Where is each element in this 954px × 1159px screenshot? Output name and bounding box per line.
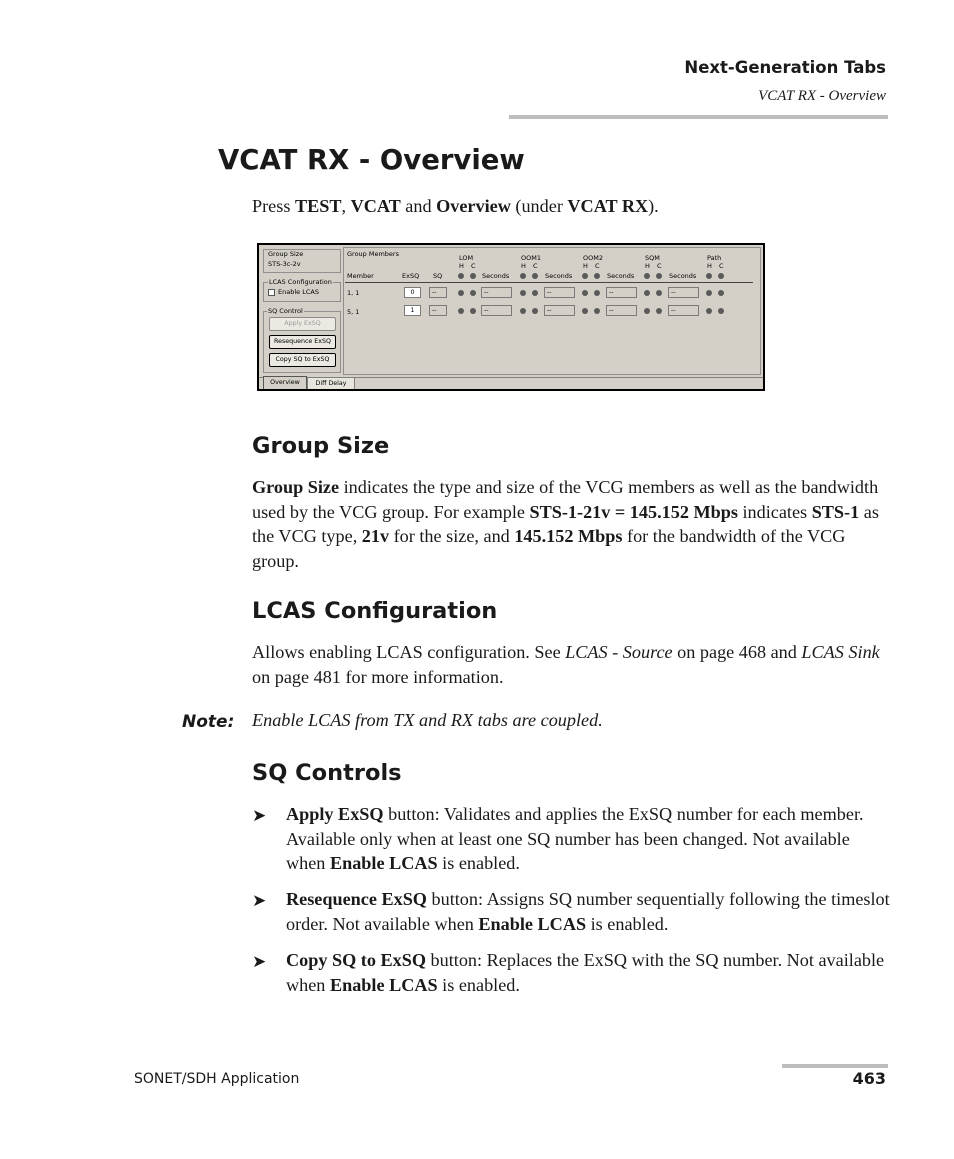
group-oom2: OOM2: [583, 254, 603, 262]
led: [532, 308, 538, 314]
row2-exsq-input[interactable]: 1: [404, 305, 421, 316]
col-seconds-oom2: Seconds: [607, 272, 635, 280]
enable-lcas-label: Enable LCAS: [278, 288, 319, 296]
group-size-paragraph: Group Size indicates the type and size of the VCG members as well as the bandwidth used by the VCG group. For example STS-1-21v = 145.152 Mbps indicates STS-1 as the VCG type, 21v for the size, and 145.152 Mbps for the bandwidth of the VCG group.: [252, 477, 879, 571]
led: [656, 308, 662, 314]
sq-control-label: SQ Control: [268, 307, 303, 315]
group-path: Path: [707, 254, 722, 262]
vcat-rx-screenshot: [257, 243, 765, 391]
bullet-apply-exsq: Apply ExSQ button: Validates and applies the ExSQ number for each member. Available only when at least one SQ number has been changed. Not available when Enable LCAS is enabled.: [286, 804, 864, 874]
led: [520, 290, 526, 296]
footer-rule: [782, 1064, 888, 1068]
header-led: [470, 273, 476, 279]
led: [582, 290, 588, 296]
col-member: Member: [347, 272, 374, 280]
bullet-arrow-icon: ➤: [252, 952, 267, 971]
header-led: [582, 273, 588, 279]
row1-member: 1, 1: [347, 289, 360, 297]
sq-controls-heading: SQ Controls: [252, 760, 402, 786]
group-lom: LOM: [459, 254, 474, 262]
led: [656, 290, 662, 296]
col-sq: SQ: [433, 272, 443, 280]
sqm-h: H: [645, 262, 650, 270]
oom2-c: C: [595, 262, 600, 270]
note-text: Enable LCAS from TX and RX tabs are coupled.: [252, 710, 603, 730]
col-seconds-oom1: Seconds: [545, 272, 573, 280]
header-led: [706, 273, 712, 279]
led: [718, 290, 724, 296]
header-led: [644, 273, 650, 279]
header-led: [594, 273, 600, 279]
col-exsq: ExSQ: [402, 272, 420, 280]
header-rule: [509, 115, 888, 119]
col-seconds-sqm: Seconds: [669, 272, 697, 280]
tab-diff-delay[interactable]: Diff Delay: [307, 377, 355, 390]
bullet-resequence-exsq: Resequence ExSQ button: Assigns SQ number sequentially following the timeslot order. Not available when Enable LCAS is enabled.: [286, 889, 890, 934]
header-led: [532, 273, 538, 279]
header-separator: [345, 282, 753, 283]
intro-paragraph: Press TEST, VCAT and Overview (under VCAT RX).: [252, 196, 659, 216]
lcas-sink-link[interactable]: LCAS Sink: [801, 642, 880, 662]
led: [582, 308, 588, 314]
header-led: [718, 273, 724, 279]
led: [718, 308, 724, 314]
running-header-section: VCAT RX - Overview: [758, 88, 886, 104]
row1-sqm-seconds: --: [668, 287, 699, 298]
col-seconds-lom: Seconds: [482, 272, 510, 280]
row1-exsq-input[interactable]: 0: [404, 287, 421, 298]
row2-oom1-seconds: --: [544, 305, 575, 316]
group-members-label: Group Members: [347, 250, 399, 258]
led: [470, 290, 476, 296]
apply-exsq-button[interactable]: Apply ExSQ: [269, 317, 336, 331]
lom-h: H: [459, 262, 464, 270]
led: [706, 308, 712, 314]
led: [458, 308, 464, 314]
led: [644, 308, 650, 314]
bullet-arrow-icon: ➤: [252, 891, 267, 910]
row2-lom-seconds: --: [481, 305, 512, 316]
led: [470, 308, 476, 314]
path-h: H: [707, 262, 712, 270]
enable-lcas-checkbox[interactable]: [268, 289, 275, 296]
row1-oom1-seconds: --: [544, 287, 575, 298]
led: [458, 290, 464, 296]
led: [594, 290, 600, 296]
row2-sq: --: [429, 305, 447, 316]
page-title: VCAT RX - Overview: [218, 144, 525, 176]
bullet-copy-sq-to-exsq: Copy SQ to ExSQ button: Replaces the ExSQ with the SQ number. Not available when Enable LCAS is enabled.: [286, 950, 885, 995]
running-header-chapter: Next-Generation Tabs: [684, 58, 886, 77]
path-c: C: [719, 262, 724, 270]
sqm-c: C: [657, 262, 662, 270]
lcas-heading: LCAS Configuration: [252, 598, 498, 624]
header-led: [656, 273, 662, 279]
row2-sqm-seconds: --: [668, 305, 699, 316]
led: [706, 290, 712, 296]
lom-c: C: [471, 262, 476, 270]
copy-sq-to-exsq-button[interactable]: Copy SQ to ExSQ: [269, 353, 336, 367]
lcas-box-label: LCAS Configuration: [269, 278, 332, 286]
led: [594, 308, 600, 314]
page-number: 463: [852, 1069, 886, 1088]
bullet-arrow-icon: ➤: [252, 806, 267, 825]
group-oom1: OOM1: [521, 254, 541, 262]
row1-lom-seconds: --: [481, 287, 512, 298]
group-size-label: Group Size: [268, 250, 304, 258]
row1-oom2-seconds: --: [606, 287, 637, 298]
header-led: [520, 273, 526, 279]
lcas-source-link[interactable]: LCAS - Source: [565, 642, 673, 662]
oom1-c: C: [533, 262, 538, 270]
tab-overview[interactable]: Overview: [263, 376, 307, 389]
header-led: [458, 273, 464, 279]
note-label: Note:: [182, 712, 235, 732]
row2-oom2-seconds: --: [606, 305, 637, 316]
row2-member: 5, 1: [347, 308, 360, 316]
oom2-h: H: [583, 262, 588, 270]
group-size-heading: Group Size: [252, 433, 390, 459]
group-size-value: STS-3c-2v: [268, 260, 301, 268]
footer-title: SONET/SDH Application: [134, 1071, 300, 1087]
led: [644, 290, 650, 296]
row1-sq: --: [429, 287, 447, 298]
lcas-paragraph: Allows enabling LCAS configuration. See LCAS - Source on page 468 and LCAS Sink on page 481 for more information.: [252, 642, 880, 687]
led: [532, 290, 538, 296]
resequence-exsq-button[interactable]: Resequence ExSQ: [269, 335, 336, 349]
led: [520, 308, 526, 314]
oom1-h: H: [521, 262, 526, 270]
group-sqm: SQM: [645, 254, 660, 262]
